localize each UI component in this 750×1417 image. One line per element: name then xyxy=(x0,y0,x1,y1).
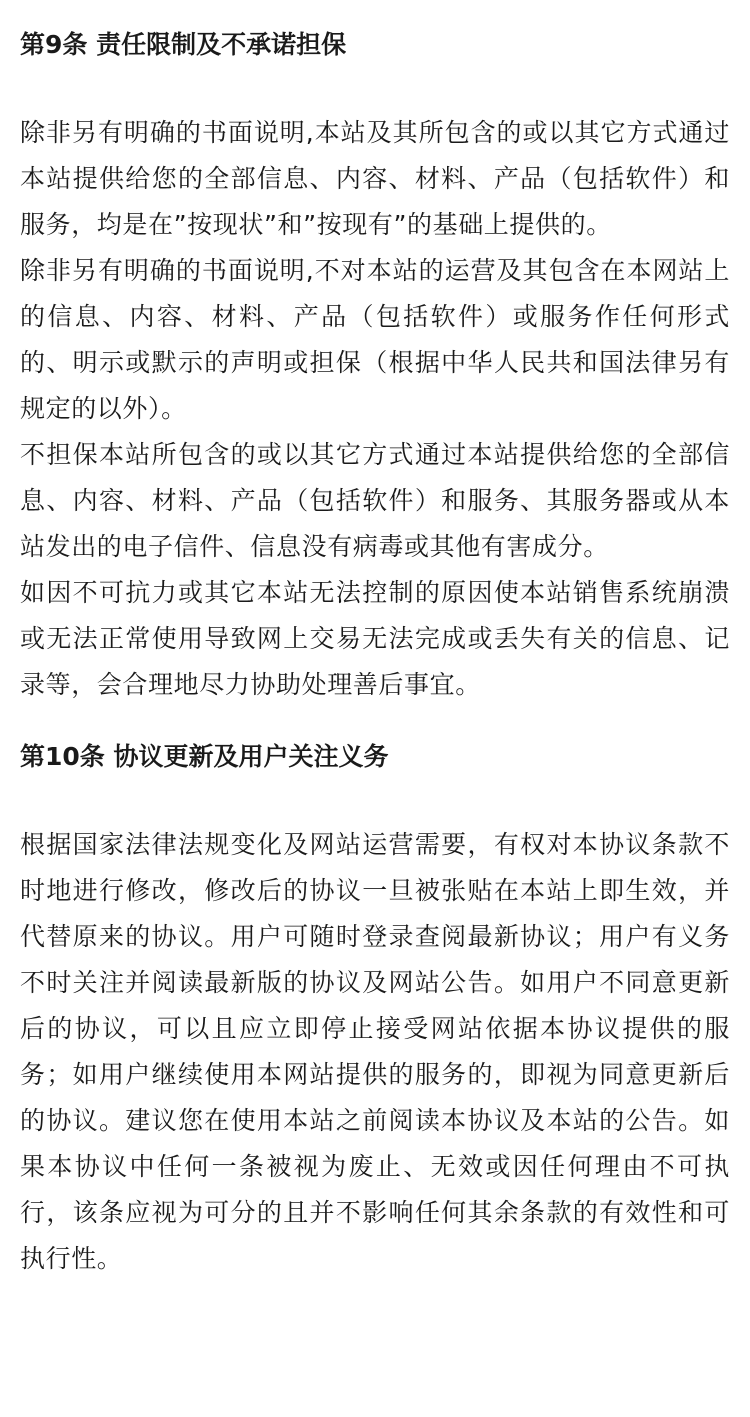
paragraph: 不担保本站所包含的或以其它方式通过本站提供给您的全部信息、内容、材料、产品（包括软件）和服务、其服务器或从本站发出的电子信件、信息没有病毒或其他有害成分。 xyxy=(20,440,730,561)
paragraph: 如因不可抗力或其它本站无法控制的原因使本站销售系统崩溃或无法正常使用导致网上交易无法完成或丢失有关的信息、记录等，会合理地尽力协助处理善后事宜。 xyxy=(20,578,730,699)
section-body xyxy=(20,110,730,708)
paragraph: 根据国家法律法规变化及网站运营需要，有权对本协议条款不时地进行修改，修改后的协议一旦被张贴在本站上即生效，并代替原来的协议。用户可随时登录查阅最新协议；用户有义务不时关注并阅读最新版的协议及网站公告。如用户不同意更新后的协议，可以且应立即停止接受网站依据本协议提供的服务；如用户继续使用本网站提供的服务的，即视为同意更新后的协议。建议您在使用本站之前阅读本协议及本站的公告。如果本协议中任何一条被视为废止、无效或因任何理由不可执行，该条应视为可分的且并不影响任何其余条款的有效性和可执行性。 xyxy=(20,830,730,1273)
paragraph: 除非另有明确的书面说明,本站及其所包含的或以其它方式通过本站提供给您的全部信息、内容、材料、产品（包括软件）和服务，均是在”按现状”和”按现有”的基础上提供的。 xyxy=(20,118,730,239)
paragraph: 除非另有明确的书面说明,不对本站的运营及其包含在本网站上的信息、内容、材料、产品（包括软件）或服务作任何形式的、明示或默示的声明或担保（根据中华人民共和国法律另有规定的以外）。 xyxy=(20,256,730,423)
section-10 xyxy=(20,738,730,1282)
section-body xyxy=(20,822,730,1282)
section-title: 第9条 责任限制及不承诺担保 xyxy=(20,30,347,59)
section-title: 第10条 协议更新及用户关注义务 xyxy=(20,742,389,771)
section-9 xyxy=(20,26,730,708)
